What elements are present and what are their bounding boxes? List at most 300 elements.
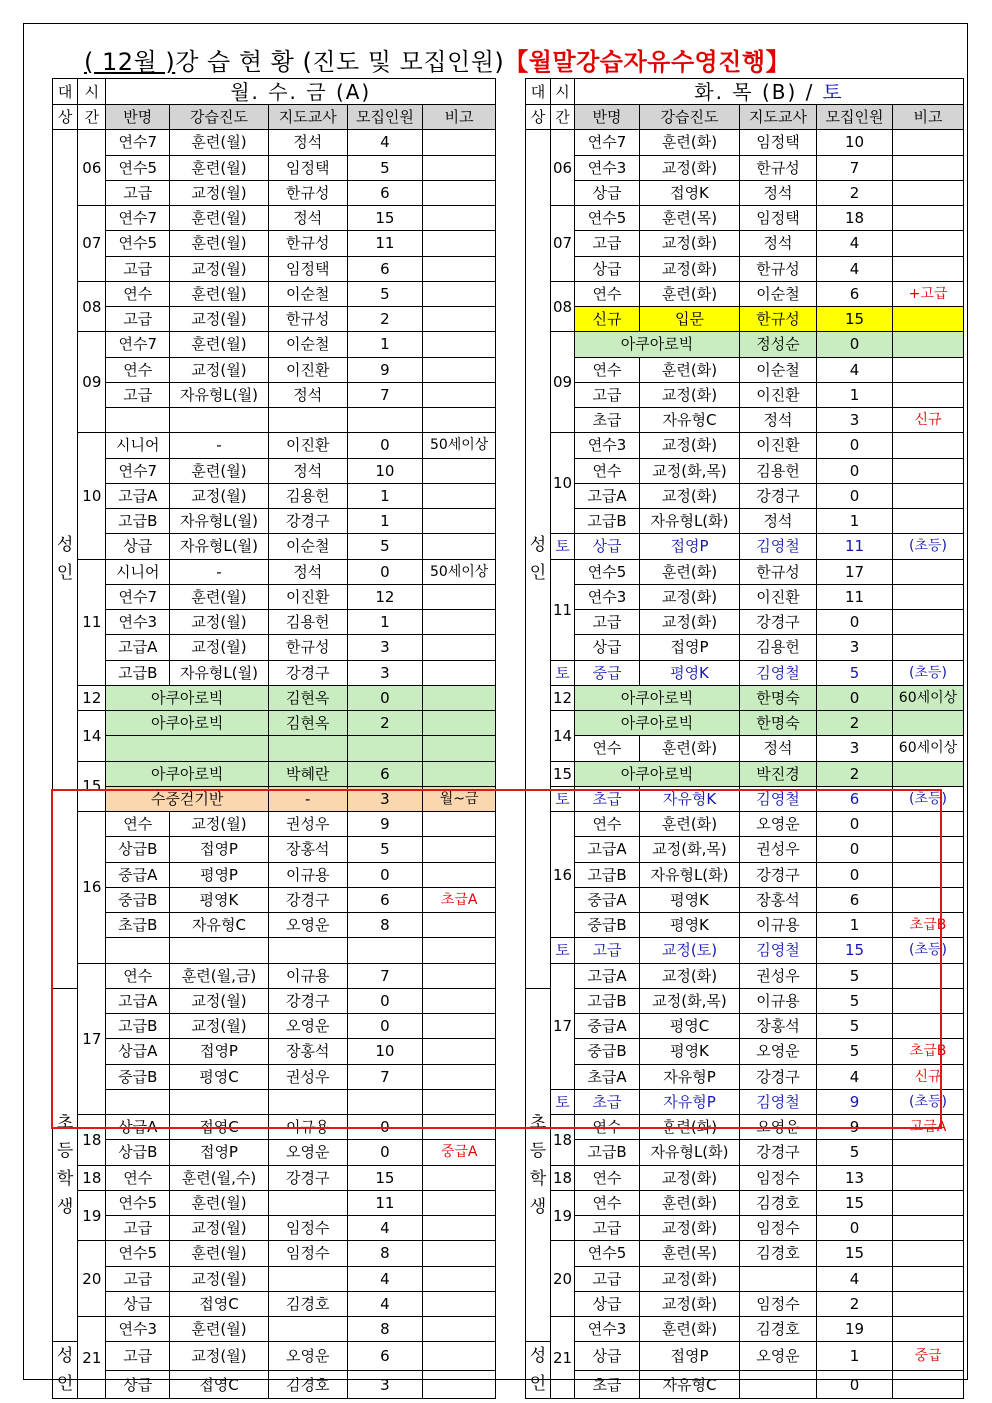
col-header-remarks: 비고 [423, 105, 496, 130]
enrollment: 10 [817, 130, 893, 155]
class-name: 상급 [106, 1291, 170, 1316]
lesson-progress [170, 938, 269, 963]
table-row [526, 1342, 964, 1371]
enrollment: 7 [347, 1064, 423, 1089]
table-row [53, 660, 496, 685]
instructor: 정성순 [740, 332, 817, 357]
remarks [893, 357, 964, 382]
lesson-progress: 평영C [640, 1014, 740, 1039]
remarks [893, 963, 964, 988]
remarks [893, 180, 964, 205]
class-name: 고급B [575, 509, 640, 534]
enrollment: 0 [817, 332, 893, 357]
table-row [53, 685, 496, 710]
saturday-marker: 토 [551, 534, 575, 559]
enrollment: 11 [817, 534, 893, 559]
instructor: 정석 [740, 509, 817, 534]
table-row [526, 963, 964, 988]
class-name: 상급 [575, 534, 640, 559]
instructor: 권성우 [268, 812, 347, 837]
table-row [53, 1317, 496, 1342]
lesson-progress: 교정(화,목) [640, 458, 740, 483]
lesson-progress: 교정(화) [640, 1291, 740, 1316]
remarks [423, 281, 496, 306]
lesson-progress: 교정(화) [640, 382, 740, 407]
time-cell: 18 [551, 1165, 575, 1190]
instructor: 오영운 [740, 1115, 817, 1140]
instructor: 오영운 [268, 1014, 347, 1039]
table-row [526, 433, 964, 458]
lesson-progress: 교정(월) [170, 357, 269, 382]
lesson-progress: 훈련(월) [170, 1317, 269, 1342]
remarks [893, 155, 964, 180]
class-name: 시니어 [106, 559, 170, 584]
table-row [526, 332, 964, 357]
lesson-progress: 교정(월) [170, 483, 269, 508]
enrollment: 0 [347, 1140, 423, 1165]
lesson-progress [170, 1089, 269, 1114]
table-row [526, 1014, 964, 1039]
instructor: 강경구 [268, 887, 347, 912]
table-row [53, 256, 496, 281]
remarks: (초등) [893, 1089, 964, 1114]
remarks [423, 1190, 496, 1215]
lesson-progress: 자유형C [170, 913, 269, 938]
day-heading [575, 79, 964, 105]
enrollment: 12 [347, 584, 423, 609]
class-name: 고급A [575, 963, 640, 988]
instructor: 강경구 [268, 1165, 347, 1190]
lesson-progress [170, 408, 269, 433]
instructor: 김경호 [740, 1317, 817, 1342]
class-name: 연수 [575, 812, 640, 837]
lesson-progress: 교정(월) [170, 1266, 269, 1291]
class-name: 고급 [106, 307, 170, 332]
class-name: 연수5 [106, 155, 170, 180]
day-heading: 월. 수. 금 (A) [106, 79, 496, 105]
enrollment: 4 [817, 256, 893, 281]
class-name: 중급 [575, 660, 640, 685]
class-name: 연수7 [575, 130, 640, 155]
lesson-progress: 교정(화) [640, 584, 740, 609]
enrollment: 13 [817, 1165, 893, 1190]
instructor: 강경구 [268, 660, 347, 685]
enrollment: 0 [817, 483, 893, 508]
instructor: 이순철 [268, 281, 347, 306]
instructor: 한규성 [740, 559, 817, 584]
instructor: 이진환 [268, 584, 347, 609]
enrollment: 18 [817, 206, 893, 231]
lesson-progress: 교정(화) [640, 1266, 740, 1291]
remarks [893, 231, 964, 256]
remarks [423, 180, 496, 205]
time-cell: 15 [551, 761, 575, 786]
remarks [423, 206, 496, 231]
time-cell: 18 [551, 1115, 575, 1166]
class-name: 고급A [575, 483, 640, 508]
lesson-progress: 훈련(화) [640, 130, 740, 155]
class-name: 상급 [106, 534, 170, 559]
table-row [53, 736, 496, 761]
remarks [893, 206, 964, 231]
class-name: 상급 [575, 1342, 640, 1371]
class-name: 고급B [575, 988, 640, 1013]
class-name: 상급 [575, 256, 640, 281]
enrollment: 4 [347, 1291, 423, 1316]
time-cell: 11 [551, 559, 575, 660]
class-name: 상급B [106, 837, 170, 862]
lesson-progress: 자유형C [640, 408, 740, 433]
instructor: 오영운 [268, 1342, 347, 1371]
table-row [53, 180, 496, 205]
remarks [893, 1317, 964, 1342]
time-cell: 16 [78, 812, 106, 964]
lesson-progress: 교정(화) [640, 483, 740, 508]
enrollment: 0 [347, 685, 423, 710]
lesson-progress: 평영K [640, 1039, 740, 1064]
table-row [526, 1370, 964, 1399]
remarks [423, 382, 496, 407]
table-row [526, 1089, 964, 1114]
class-name: 아쿠아로빅 [575, 685, 740, 710]
time-cell: 20 [78, 1241, 106, 1317]
instructor: 김용헌 [740, 458, 817, 483]
remarks [423, 1165, 496, 1190]
instructor: 권성우 [740, 837, 817, 862]
table-row [53, 1089, 496, 1114]
col-header-enrollment: 모집인원 [347, 105, 423, 130]
instructor: 이순철 [268, 332, 347, 357]
remarks: (초등) [893, 938, 964, 963]
remarks [423, 988, 496, 1013]
instructor: 임정수 [740, 1165, 817, 1190]
table-row [526, 685, 964, 710]
class-name: 초급A [575, 1064, 640, 1089]
table-row [526, 1216, 964, 1241]
enrollment: 4 [817, 231, 893, 256]
table-row [526, 812, 964, 837]
enrollment: 15 [347, 206, 423, 231]
enrollment: 1 [817, 509, 893, 534]
table-row [526, 584, 964, 609]
instructor [268, 736, 347, 761]
class-name [106, 736, 268, 761]
instructor: 이진환 [740, 382, 817, 407]
lesson-progress: 자유형L(화) [640, 509, 740, 534]
class-name: 신규 [575, 307, 640, 332]
category-header: 상 [53, 105, 78, 130]
lesson-progress: 교정(화) [640, 610, 740, 635]
table-row [53, 1039, 496, 1064]
enrollment: 17 [817, 559, 893, 584]
instructor: 오영운 [740, 1039, 817, 1064]
class-name: 고급 [106, 180, 170, 205]
class-name: 고급 [106, 382, 170, 407]
enrollment: 4 [347, 1216, 423, 1241]
class-name: 고급 [575, 938, 640, 963]
lesson-progress: 입문 [640, 307, 740, 332]
class-name: 초급 [575, 408, 640, 433]
remarks [423, 155, 496, 180]
instructor: 이진환 [268, 357, 347, 382]
class-name: 연수7 [106, 458, 170, 483]
table-row [53, 1370, 496, 1399]
instructor: 이진환 [268, 433, 347, 458]
enrollment: 4 [817, 1064, 893, 1089]
table-row [526, 887, 964, 912]
table-row [526, 610, 964, 635]
enrollment: 2 [347, 307, 423, 332]
lesson-progress: 교정(화) [640, 433, 740, 458]
remarks [423, 812, 496, 837]
table-row [526, 231, 964, 256]
table-row [53, 1241, 496, 1266]
class-name: 고급A [106, 635, 170, 660]
lesson-progress: 훈련(월) [170, 155, 269, 180]
time-cell: 08 [551, 281, 575, 332]
table-row [53, 988, 496, 1013]
instructor: 정석 [740, 736, 817, 761]
table-row [53, 1190, 496, 1215]
instructor [740, 1266, 817, 1291]
lesson-progress: 교정(월) [170, 1216, 269, 1241]
class-name: 연수3 [575, 584, 640, 609]
instructor: 정석 [268, 206, 347, 231]
remarks: 신규 [893, 1064, 964, 1089]
lesson-progress: 훈련(월) [170, 584, 269, 609]
table-row [53, 433, 496, 458]
remarks: 초급B [893, 913, 964, 938]
class-name: 고급 [575, 231, 640, 256]
class-name: 초급 [575, 1089, 640, 1114]
lesson-progress: 교정(월) [170, 180, 269, 205]
table-row [526, 761, 964, 786]
instructor: 김경호 [268, 1291, 347, 1316]
lesson-progress: 훈련(월,수) [170, 1165, 269, 1190]
class-name: 아쿠아로빅 [575, 761, 740, 786]
remarks [893, 509, 964, 534]
remarks [893, 483, 964, 508]
table-row [526, 559, 964, 584]
table-row [53, 1014, 496, 1039]
class-name: 연수 [575, 357, 640, 382]
class-name: 연수5 [106, 1241, 170, 1266]
class-name: 연수 [575, 281, 640, 306]
time-cell: 14 [551, 711, 575, 762]
time-cell: 11 [78, 559, 106, 685]
remarks [893, 812, 964, 837]
enrollment: 3 [347, 660, 423, 685]
saturday-marker: 토 [551, 786, 575, 811]
enrollment: 2 [347, 711, 423, 736]
remarks [423, 685, 496, 710]
title-month: ( 12월 ) [84, 48, 176, 76]
class-name: 연수3 [106, 610, 170, 635]
remarks [893, 887, 964, 912]
class-name: 연수3 [106, 1317, 170, 1342]
class-name [106, 1089, 170, 1114]
day-heading-main: 화. 목 (B) / [694, 79, 815, 104]
instructor: 김영철 [740, 786, 817, 811]
lesson-progress: 접영P [170, 837, 269, 862]
schedule-table-a [52, 78, 496, 1399]
instructor: - [268, 786, 347, 811]
enrollment: 0 [347, 1014, 423, 1039]
time-cell: 19 [551, 1190, 575, 1241]
lesson-progress: 접영P [170, 1039, 269, 1064]
lesson-progress: 자유형L(월) [170, 660, 269, 685]
remarks [893, 307, 964, 332]
lesson-progress: 접영P [640, 635, 740, 660]
lesson-progress: 접영K [640, 180, 740, 205]
saturday-marker: 토 [551, 938, 575, 963]
table-row [53, 1165, 496, 1190]
table-row [53, 231, 496, 256]
enrollment: 7 [347, 963, 423, 988]
remarks [893, 559, 964, 584]
enrollment: 0 [817, 458, 893, 483]
table-row [526, 1291, 964, 1316]
class-name: 고급 [575, 1216, 640, 1241]
instructor: 한명숙 [740, 685, 817, 710]
enrollment: 3 [347, 1370, 423, 1399]
header-row-1 [53, 79, 496, 105]
table-row [526, 1317, 964, 1342]
instructor: 정석 [740, 408, 817, 433]
category-cell: 성 인 [526, 1342, 551, 1399]
instructor [268, 1317, 347, 1342]
table-row [526, 1165, 964, 1190]
instructor: 임정택 [740, 206, 817, 231]
table-row [53, 382, 496, 407]
enrollment: 5 [347, 155, 423, 180]
table-row [53, 812, 496, 837]
class-name: 연수5 [106, 231, 170, 256]
remarks [423, 408, 496, 433]
header-row-1 [526, 79, 964, 105]
class-name: 고급 [106, 1216, 170, 1241]
remarks [893, 382, 964, 407]
remarks [423, 1266, 496, 1291]
instructor: 장홍석 [740, 1014, 817, 1039]
instructor [268, 1190, 347, 1215]
enrollment: 15 [817, 1241, 893, 1266]
instructor: 김영철 [740, 938, 817, 963]
class-name: 초급 [575, 1370, 640, 1399]
table-row [53, 559, 496, 584]
time-cell: 06 [78, 130, 106, 206]
table-row [526, 281, 964, 306]
instructor: 강경구 [740, 1140, 817, 1165]
time-cell: 18 [78, 1165, 106, 1190]
class-name: 중급A [575, 1014, 640, 1039]
table-row [526, 256, 964, 281]
remarks [423, 130, 496, 155]
time-header: 시 [78, 79, 106, 105]
table-row [53, 938, 496, 963]
table-row [526, 155, 964, 180]
class-name: 아쿠아로빅 [575, 711, 740, 736]
table-row [53, 408, 496, 433]
table-row [526, 357, 964, 382]
instructor: 오영운 [740, 812, 817, 837]
class-name: 초급B [106, 913, 170, 938]
table-row [526, 307, 964, 332]
lesson-progress: 평영K [170, 887, 269, 912]
class-name: 초급 [575, 786, 640, 811]
remarks [423, 307, 496, 332]
instructor: 이규용 [268, 963, 347, 988]
class-name: 연수7 [106, 332, 170, 357]
instructor: 이규용 [268, 862, 347, 887]
remarks [893, 1140, 964, 1165]
time-cell: 09 [78, 332, 106, 433]
remarks: 월~금 [423, 786, 496, 811]
class-name: 고급 [106, 256, 170, 281]
saturday-marker: 토 [551, 1089, 575, 1114]
class-name: 상급A [106, 1039, 170, 1064]
class-name: 상급 [106, 1370, 170, 1399]
remarks: 고급A [893, 1115, 964, 1140]
col-header-instructor: 지도교사 [740, 105, 817, 130]
lesson-progress: 훈련(화) [640, 281, 740, 306]
enrollment: 0 [817, 812, 893, 837]
enrollment: 6 [347, 256, 423, 281]
remarks [423, 1014, 496, 1039]
enrollment: 0 [817, 685, 893, 710]
instructor: 박진경 [740, 761, 817, 786]
remarks: 초급B [893, 1039, 964, 1064]
remarks [893, 711, 964, 736]
table-row [526, 1064, 964, 1089]
instructor: 김경호 [740, 1190, 817, 1215]
class-name: 연수3 [575, 1317, 640, 1342]
class-name: 중급B [106, 1064, 170, 1089]
page-title [84, 42, 790, 77]
title-notice: 【월말강습자유수영진행】 [504, 48, 791, 76]
lesson-progress: - [170, 433, 269, 458]
class-name: 상급A [106, 1115, 170, 1140]
table-row [526, 938, 964, 963]
enrollment: 9 [347, 812, 423, 837]
instructor: 정석 [740, 180, 817, 205]
lesson-progress: 훈련(월) [170, 206, 269, 231]
table-row [526, 130, 964, 155]
lesson-progress: 교정(화) [640, 155, 740, 180]
class-name: 고급B [106, 509, 170, 534]
enrollment: 5 [817, 660, 893, 685]
class-name: 중급A [106, 862, 170, 887]
col-header-enrollment: 모집인원 [817, 105, 893, 130]
instructor: 김현옥 [268, 685, 347, 710]
instructor: 정석 [268, 559, 347, 584]
remarks [893, 1165, 964, 1190]
remarks [423, 458, 496, 483]
lesson-progress: 훈련(월,금) [170, 963, 269, 988]
remarks [893, 761, 964, 786]
enrollment: 2 [817, 761, 893, 786]
table-row [526, 660, 964, 685]
enrollment: 1 [817, 913, 893, 938]
remarks [423, 736, 496, 761]
instructor [268, 938, 347, 963]
lesson-progress: 훈련(목) [640, 206, 740, 231]
remarks [893, 1370, 964, 1399]
remarks [893, 1190, 964, 1215]
enrollment: 11 [817, 584, 893, 609]
remarks: (초등) [893, 786, 964, 811]
lesson-progress: 훈련(화) [640, 1115, 740, 1140]
